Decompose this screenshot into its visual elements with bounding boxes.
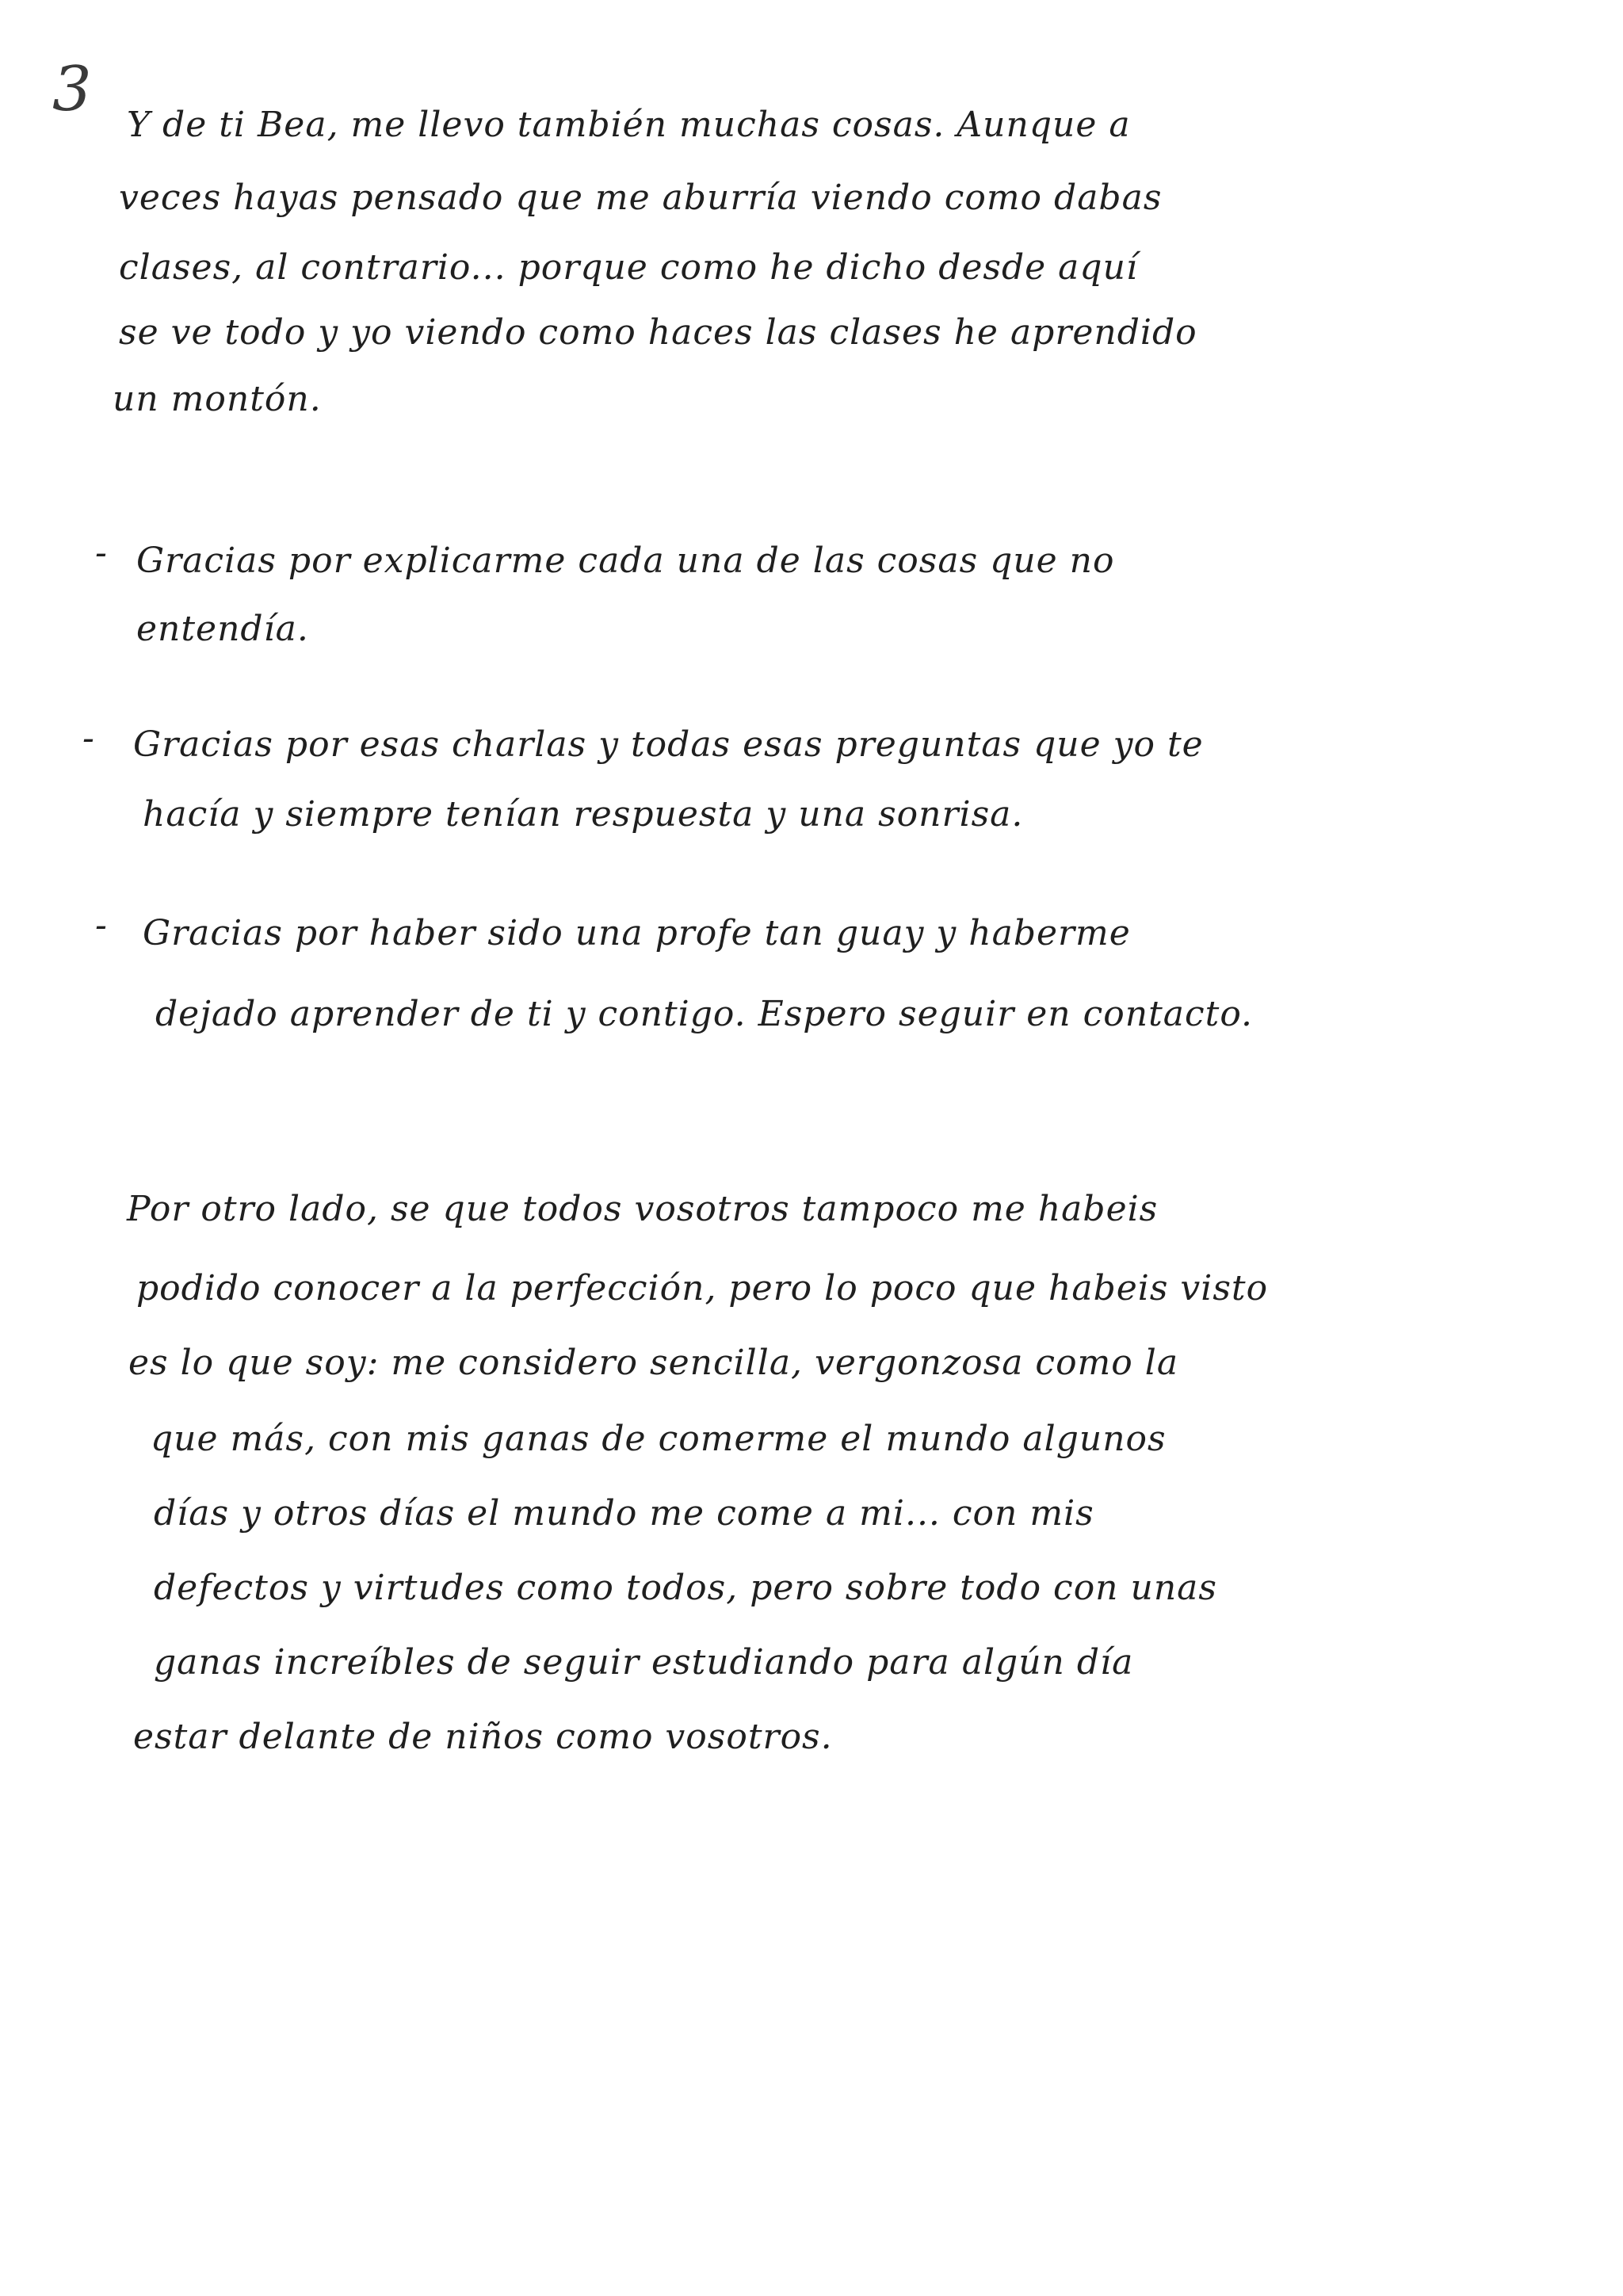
- text-line: hacía y siempre tenían respuesta y una sonrisa.: [143, 794, 1024, 835]
- text-line: es lo que soy: me considero sencilla, vergonzosa como la: [128, 1343, 1179, 1383]
- text-line: clases, al contrario... porque como he dicho desde aquí: [119, 247, 1138, 288]
- text-line: entendía.: [136, 609, 309, 649]
- text-line: Gracias por explicarme cada una de las cosas que no: [136, 541, 1115, 581]
- text-line: se ve todo y yo viendo como haces las clases he aprendido: [119, 312, 1197, 353]
- page-number: 3: [52, 54, 92, 125]
- text-line: ganas increíbles de seguir estudiando para algún día: [154, 1642, 1134, 1683]
- bullet-dash: -: [95, 905, 108, 946]
- text-line: podido conocer a la perfección, pero lo poco que habeis visto: [136, 1268, 1269, 1308]
- text-line: Por otro lado, se que todos vosotros tampoco me habeis: [127, 1189, 1159, 1229]
- text-line: dejado aprender de ti y contigo. Espero seguir en contacto.: [155, 994, 1254, 1034]
- text-line: un montón.: [113, 379, 322, 419]
- text-line: veces hayas pensado que me aburría viendo como dabas: [119, 178, 1163, 218]
- text-line: días y otros días el mundo me come a mi... con mis: [154, 1493, 1094, 1534]
- text-line: Y de ti Bea, me llevo también muchas cosas. Aunque a: [127, 105, 1131, 145]
- text-line: Gracias por esas charlas y todas esas preguntas que yo te: [133, 724, 1204, 765]
- bullet-dash: -: [95, 533, 108, 573]
- text-line: defectos y virtudes como todos, pero sobre todo con unas: [154, 1568, 1217, 1608]
- text-line: que más, con mis ganas de comerme el mundo algunos: [151, 1419, 1167, 1459]
- text-line: estar delante de niños como vosotros.: [133, 1717, 833, 1757]
- text-line: Gracias por haber sido una profe tan guay y haberme: [143, 913, 1131, 953]
- bullet-dash: -: [82, 718, 95, 758]
